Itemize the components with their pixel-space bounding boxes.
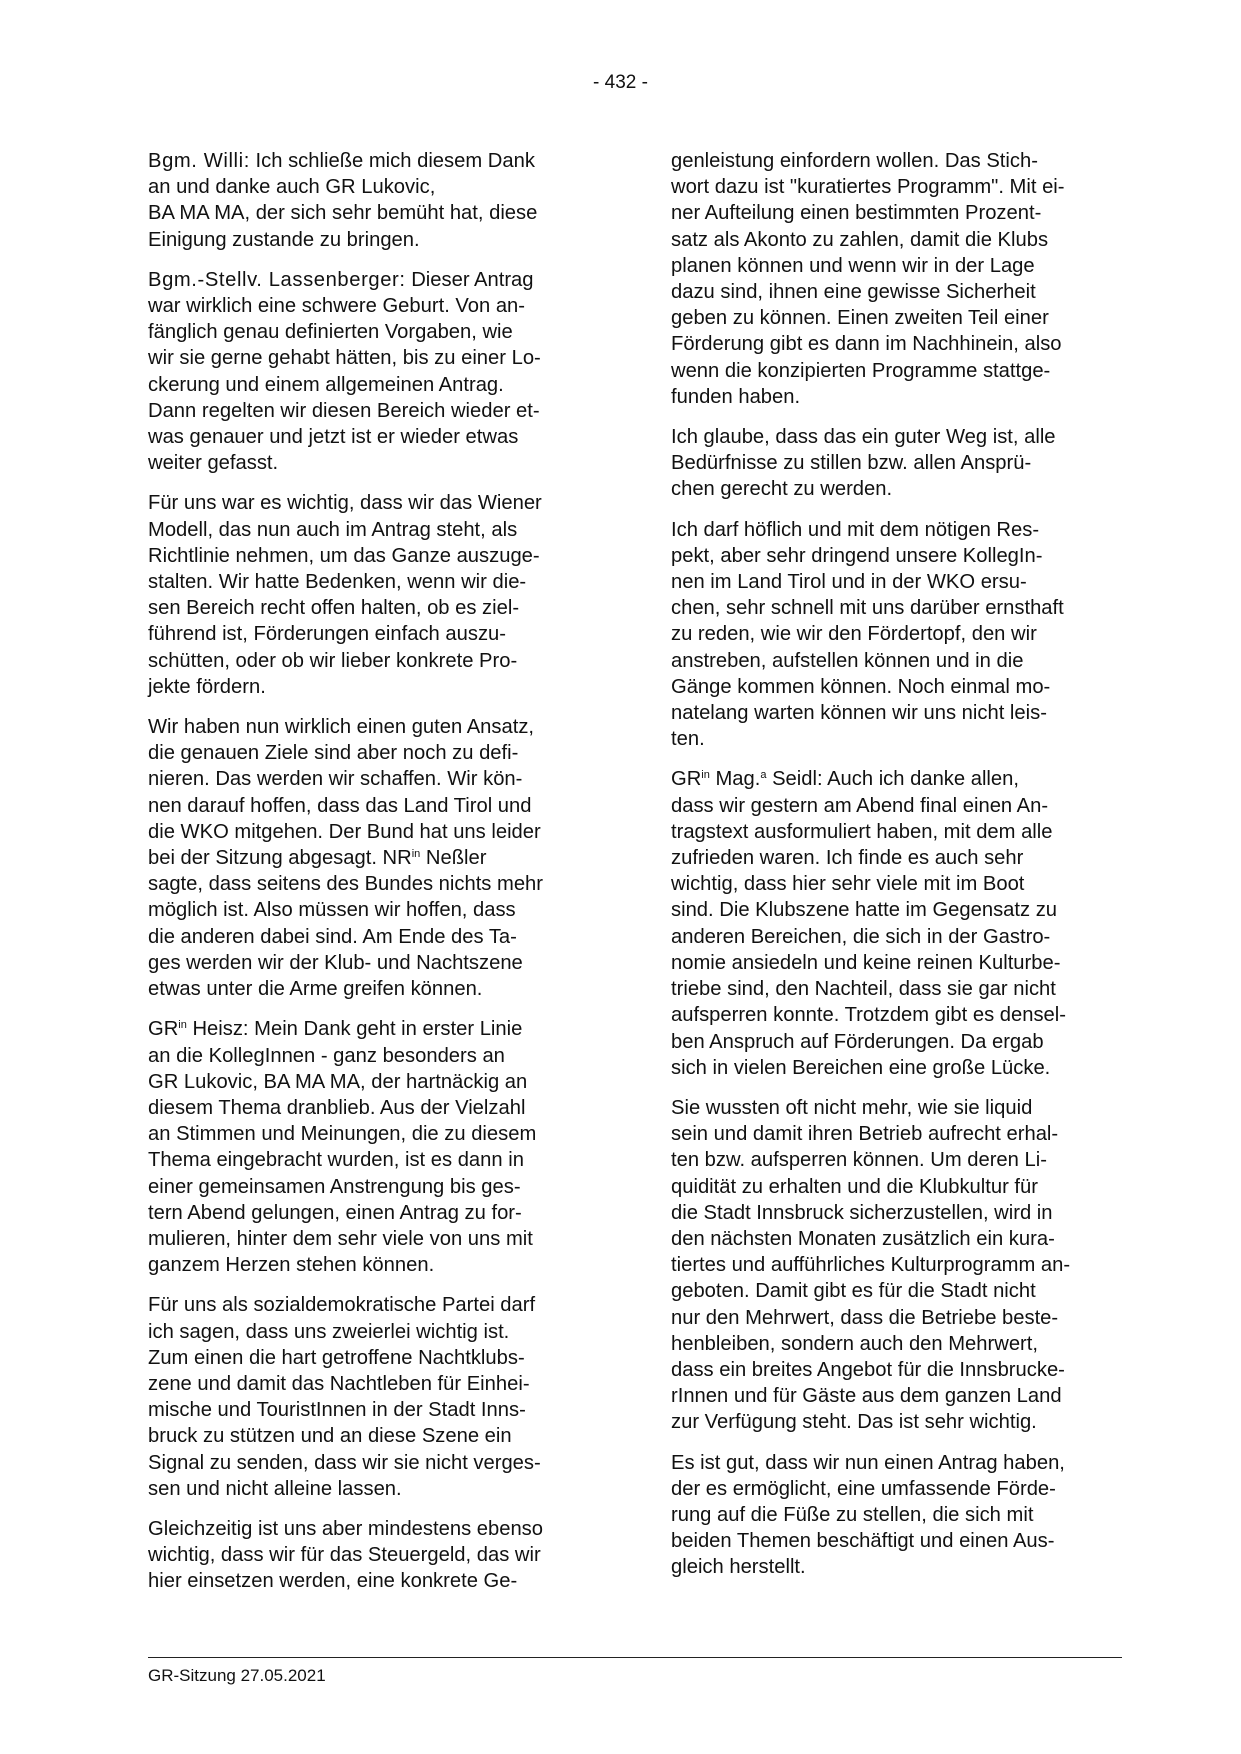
page-number: - 432 -: [593, 72, 648, 93]
left-column: [148, 148, 598, 1609]
paragraph-lassenberger: Bgm.-Stellv. Lassenberger: Dieser Antrag war wirklich eine schwere Geburt. Von an- fänglich genau definierten Vorgaben, wie wir sie gerne gehabt hätten, bis zu einer Lo- ckerung und einem allgemeinen Antrag. Dann regelten wir diesen Bereich wieder et- was genauer und jetzt ist er wieder etwas weiter gefasst.: [148, 268, 541, 475]
speaker-name: Bgm.-Stellv. Lassenberger:: [148, 268, 406, 291]
footer-divider: [148, 1657, 1122, 1658]
paragraph-body: Es ist gut, dass wir nun einen Antrag haben, der es ermöglicht, eine umfassende Förde- rung auf die Füße zu stellen, die sich mit beiden Themen beschäftigt und einen Aus- gleich herstellt.: [671, 1451, 1065, 1579]
paragraph-body: Sie wussten oft nicht mehr, wie sie liquid sein und damit ihren Betrieb aufrecht erhal- ten bzw. aufsperren können. Um deren Li- quidität zu erhalten und die Klubkultur für die Stadt Innsbruck sicherzustellen, wird in den nächsten Monaten zusätzlich ein kura- tiertes und aufführliches Kulturprogramm an- geboten. Damit gibt es für die Stadt nicht nur den Mehrwert, dass die Betriebe beste- henbleiben, sondern auch den Mehrwert, dass ein breites Angebot für die Innsbrucke- rInnen und für Gäste aus dem ganzen Land zur Verfügung steht. Das ist sehr wichtig.: [671, 1096, 1071, 1434]
speaker-name: Bgm. Willi:: [148, 150, 250, 172]
paragraph-willi: Bgm. Willi: Ich schließe mich diesem Dank an und danke auch GR Lukovic, BA MA MA, der sich sehr bemüht hat, diese Einigung zustande zu bringen.: [148, 150, 538, 251]
paragraph-body: Für uns war es wichtig, dass wir das Wiener Modell, das nun auch im Antrag steht, als Richtlinie nehmen, um das Ganze auszuge- stalten. Wir hatte Bedenken, wenn wir die- sen Bereich recht offen halten, ob es ziel- führend ist, Förderungen einfach auszu- schütten, oder ob wir lieber konkrete Pro- jekte fördern.: [148, 492, 542, 698]
paragraph-body: genleistung einfordern wollen. Das Stich- wort dazu ist "kuratiertes Programm". Mit ei- ner Aufteilung einen bestimmten Prozent- satz als Akonto zu zahlen, damit die Klubs planen können und wenn wir in der Lage dazu sind, ihnen eine gewisse Sicherheit geben zu können. Einen zweiten Teil einer Förderung gibt es dann im Nachhinein, also wenn die konzipierten Programme stattge- funden haben.: [671, 150, 1065, 408]
right-column: [671, 148, 1121, 1595]
paragraph-heisz: $GR^{in}$ Heisz: Mein Dank geht in erster Linie an die KollegInnen - ganz besonders an GR Lukovic, BA MA MA, der hartnäckig an diesem Thema dranblieb. Aus der Vielzahl an Stimmen und Meinungen, die zu diesem Thema eingebracht wurden, ist es dann in einer gemeinsamen Anstrengung bis ges- tern Abend gelungen, einen Antrag zu for- mulieren, hinter dem sehr viele von uns mit ganzem Herzen stehen können.: [148, 1018, 537, 1277]
paragraph-body: Ich glaube, dass das ein guter Weg ist, alle Bedürfnisse zu stillen bzw. allen Ansprü- chen gerecht zu werden.: [671, 426, 1056, 501]
paragraph-seidl: $GR^{in}$ Mag.$^a$ Seidl: Auch ich danke allen, dass wir gestern am Abend final einen An- tragstext ausformuliert haben, mit dem alle zufrieden waren. Ich finde es auch sehr wichtig, dass hier sehr viele mit im Boot sind. Die Klubszene hatte im Gegensatz zu anderen Bereichen, die sich in der Gastro- nomie ansiedeln und keine reinen Kulturbe- triebe sind, den Nachteil, dass sie gar nicht aufsperren konnte. Trotzdem gibt es densel- ben Anspruch auf Förderungen. Da ergab sich in vielen Bereichen eine große Lücke.: [671, 768, 1066, 1079]
paragraph-body: Ich darf höflich und mit dem nötigen Res- pekt, aber sehr dringend unsere KollegIn- nen im Land Tirol und in der WKO ersu- chen, sehr schnell mit uns darüber ernsthaft zu reden, wie wir den Fördertopf, den wir anstreben, aufstellen können und in die Gänge kommen können. Noch einmal mo- natelang warten können wir uns nicht leis- ten.: [671, 518, 1064, 751]
paragraph-body: Für uns als sozialdemokratische Partei darf ich sagen, dass uns zweierlei wichtig ist. Zum einen die hart getroffene Nachtklubs- zene und damit das Nachtleben für Einhei- mische und TouristInnen in der Stadt Inns- bruck zu stützen und an diese Szene ein Signal zu senden, dass wir sie nicht verges- sen und nicht alleine lassen.: [148, 1294, 541, 1500]
footer-text: GR-Sitzung 27.05.2021: [148, 1666, 326, 1685]
paragraph-body: Wir haben nun wirklich einen guten Ansatz, die genauen Ziele sind aber noch zu defi- nieren. Das werden wir schaffen. Wir kön- nen darauf hoffen, dass das Land Tirol und die WKO mitgehen. Der Bund hat uns leider bei der Sitzung abgesagt. $NR^{in}$ Neßler sagte, dass seitens des Bundes nichts mehr möglich ist. Also müssen wir hoffen, dass die anderen dabei sind. Am Ende des Ta- ges werden wir der Klub- und Nachtszene etwas unter die Arme greifen können.: [148, 716, 543, 1001]
speaker-name: $GR^{in}$ Mag.$^a$ Seidl:: [671, 768, 823, 791]
paragraph-body: Gleichzeitig ist uns aber mindestens ebenso wichtig, dass wir für das Steuergeld, das wir hier einsetzen werden, eine konkrete Ge-: [148, 1517, 543, 1593]
speaker-name: $GR^{in}$ Heisz:: [148, 1018, 249, 1041]
